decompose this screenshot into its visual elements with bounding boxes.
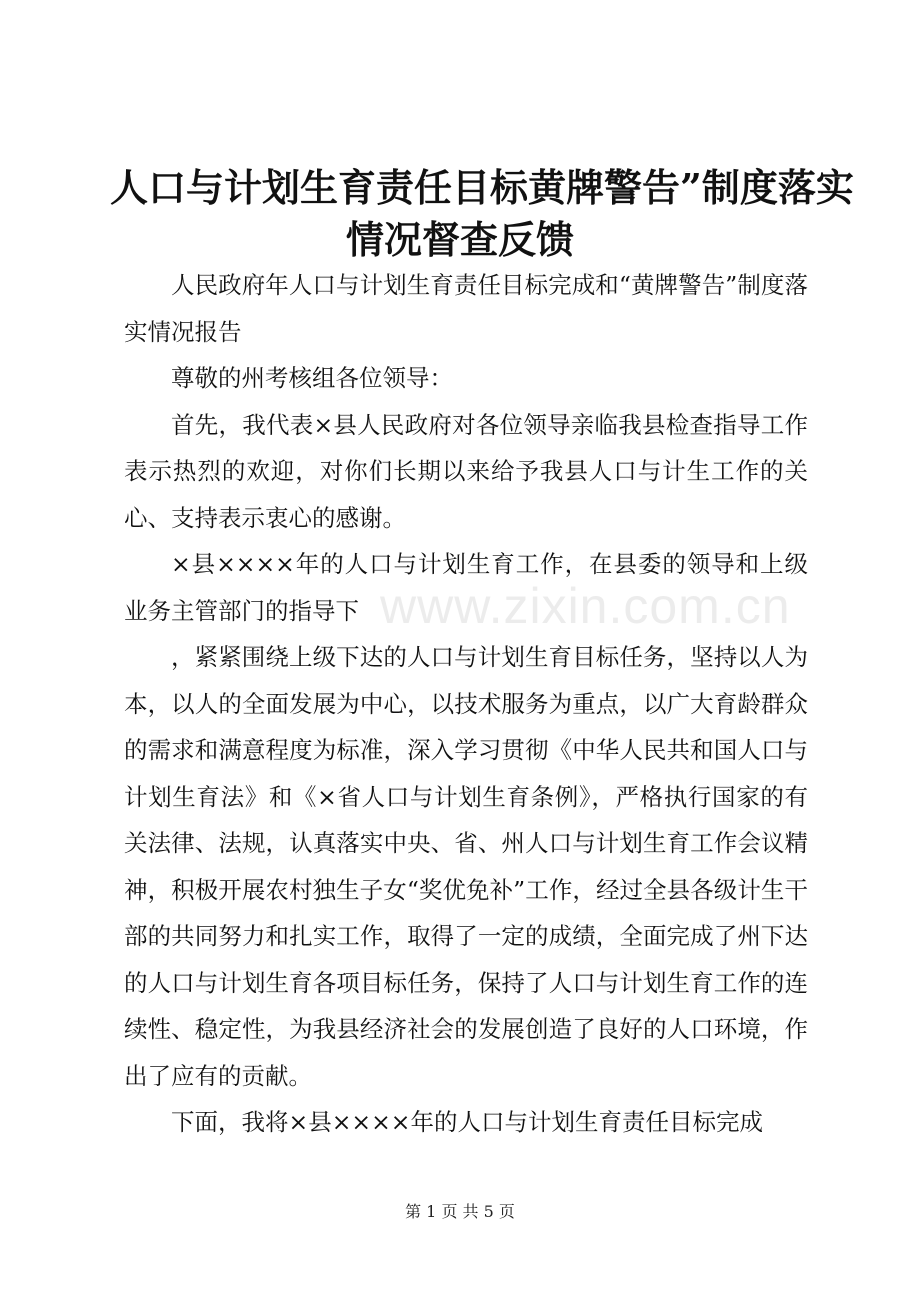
document-body — [124, 262, 808, 1146]
document-title-line-2: 情况督查反馈 — [345, 217, 574, 262]
page-number-footer: 第 1 页 共 5 页 — [405, 1202, 515, 1221]
paragraph-intro: ×县××××年的人口与计划生育工作，在县委的领导和上级业务主管部门的指导下 — [124, 550, 808, 625]
document-title-line-1: 人口与计划生育责任目标黄牌警告”制度落实 — [110, 165, 854, 210]
watermark-text: www.zixin.com.cn — [380, 578, 791, 634]
paragraph-report-heading: 人民政府年人口与计划生育责任目标完成和“黄牌警告”制度落实情况报告 — [124, 271, 808, 346]
paragraph-achievements: ，紧紧围绕上级下达的人口与计划生育目标任务，坚持以人为本，以人的全面发展为中心，以技术服务为重点，以广大育龄群众的需求和满意程度为标准，深入学习贯彻《中华人民共和国人口与计划生育法》和《×省人口与计划生育条例》，严格执行国家的有关法律、法规，认真落实中央、省、州人口与计划生育工作会议精神，积极开展农村独生子女“奖优免补”工作，经过全县各级计生干部的共同努力和扎实工作，取得了一定的成绩，全面完成了州下达的人口与计划生育各项目标任务，保持了人口与计划生育工作的连续性、稳定性，为我县经济社会的发展创造了良好的人口环境，作出了应有的贡献。 — [124, 643, 808, 1090]
paragraph-salutation: 尊敬的州考核组各位领导： — [171, 364, 453, 392]
document-title — [110, 162, 854, 266]
paragraph-continuation: 下面，我将×县××××年的人口与计划生育责任目标完成 — [171, 1108, 763, 1136]
paragraph-welcome: 首先，我代表×县人民政府对各位领导亲临我县检查指导工作表示热烈的欢迎，对你们长期以来给予我县人口与计生工作的关心、支持表示衷心的感谢。 — [124, 410, 808, 532]
